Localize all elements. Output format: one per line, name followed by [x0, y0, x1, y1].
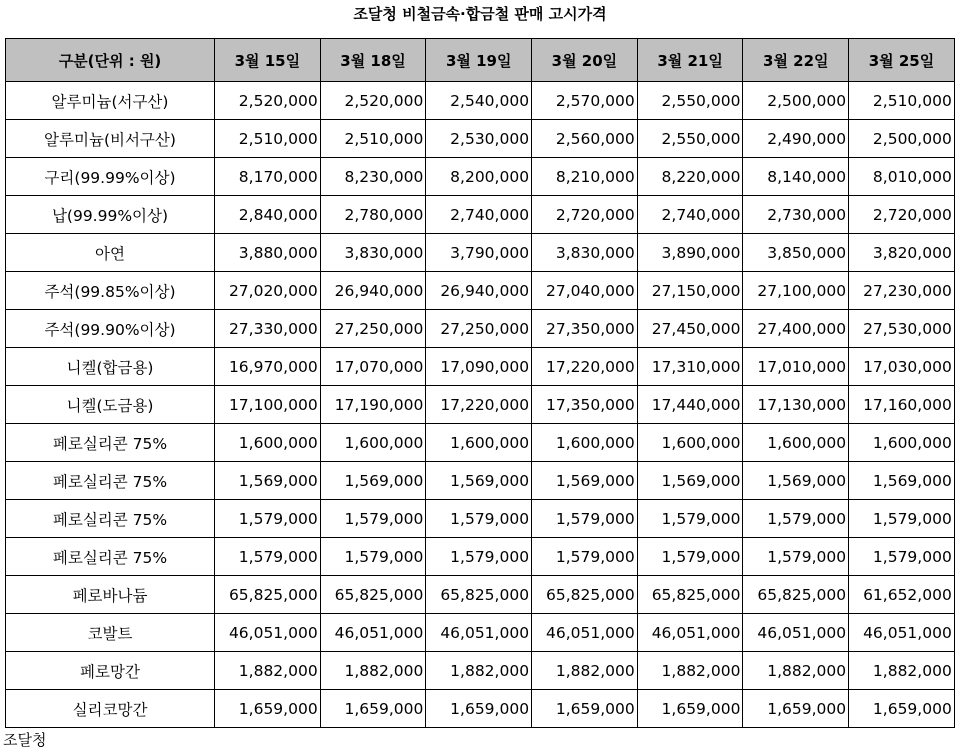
header-date: 3월 15일 — [215, 39, 321, 82]
price-cell: 27,250,000 — [320, 310, 426, 348]
price-cell: 2,840,000 — [215, 196, 321, 234]
price-cell: 17,010,000 — [743, 348, 849, 386]
header-date: 3월 19일 — [426, 39, 532, 82]
table-row — [6, 462, 955, 500]
price-cell: 1,579,000 — [320, 500, 426, 538]
price-cell: 2,550,000 — [637, 120, 743, 158]
price-cell: 1,569,000 — [215, 462, 321, 500]
price-cell: 1,569,000 — [637, 462, 743, 500]
price-cell: 2,780,000 — [320, 196, 426, 234]
price-cell: 1,882,000 — [426, 652, 532, 690]
price-cell: 2,560,000 — [532, 120, 638, 158]
price-cell: 1,569,000 — [320, 462, 426, 500]
row-item-label: 주석(99.85%이상) — [6, 272, 215, 310]
header-category: 구분(단위 : 원) — [6, 39, 215, 82]
price-table — [5, 38, 955, 728]
price-cell: 1,600,000 — [849, 424, 955, 462]
price-cell: 2,490,000 — [743, 120, 849, 158]
price-cell: 2,520,000 — [215, 82, 321, 120]
price-cell: 27,400,000 — [743, 310, 849, 348]
table-row — [6, 500, 955, 538]
price-cell: 2,570,000 — [532, 82, 638, 120]
price-cell: 46,051,000 — [426, 614, 532, 652]
row-item-label: 페로바나듐 — [6, 576, 215, 614]
price-cell: 17,220,000 — [426, 386, 532, 424]
table-title: 조달청 비철금속·합금철 판매 고시가격 — [353, 5, 607, 23]
price-cell: 27,020,000 — [215, 272, 321, 310]
price-cell: 1,600,000 — [215, 424, 321, 462]
price-cell: 1,659,000 — [215, 690, 321, 728]
table-row — [6, 272, 955, 310]
price-cell: 3,890,000 — [637, 234, 743, 272]
price-cell: 27,530,000 — [849, 310, 955, 348]
row-item-label: 주석(99.90%이상) — [6, 310, 215, 348]
header-date: 3월 21일 — [637, 39, 743, 82]
row-item-label: 페로실리콘 75% — [6, 500, 215, 538]
price-cell: 1,882,000 — [637, 652, 743, 690]
row-item-label: 아연 — [6, 234, 215, 272]
price-cell: 1,579,000 — [743, 538, 849, 576]
row-item-label: 페로실리콘 75% — [6, 424, 215, 462]
price-cell: 17,130,000 — [743, 386, 849, 424]
price-cell: 1,579,000 — [849, 538, 955, 576]
price-cell: 1,882,000 — [743, 652, 849, 690]
table-row — [6, 82, 955, 120]
price-cell: 46,051,000 — [849, 614, 955, 652]
row-item-label: 알루미늄(비서구산) — [6, 120, 215, 158]
price-cell: 27,230,000 — [849, 272, 955, 310]
price-cell: 1,600,000 — [743, 424, 849, 462]
header-row — [6, 39, 955, 82]
row-item-label: 페로실리콘 75% — [6, 462, 215, 500]
price-cell: 65,825,000 — [743, 576, 849, 614]
price-cell: 1,569,000 — [743, 462, 849, 500]
price-cell: 2,510,000 — [320, 120, 426, 158]
price-cell: 2,720,000 — [532, 196, 638, 234]
row-item-label: 페로망간 — [6, 652, 215, 690]
price-cell: 2,740,000 — [637, 196, 743, 234]
price-cell: 8,170,000 — [215, 158, 321, 196]
price-cell: 1,659,000 — [849, 690, 955, 728]
price-cell: 1,579,000 — [215, 538, 321, 576]
price-cell: 27,350,000 — [532, 310, 638, 348]
price-cell: 2,520,000 — [320, 82, 426, 120]
table-row — [6, 158, 955, 196]
price-cell: 27,100,000 — [743, 272, 849, 310]
price-cell: 1,600,000 — [532, 424, 638, 462]
price-cell: 1,659,000 — [637, 690, 743, 728]
price-cell: 3,830,000 — [532, 234, 638, 272]
price-cell: 1,579,000 — [532, 500, 638, 538]
table-row — [6, 196, 955, 234]
header-date: 3월 22일 — [743, 39, 849, 82]
price-cell: 1,882,000 — [532, 652, 638, 690]
price-cell: 17,070,000 — [320, 348, 426, 386]
price-cell: 17,440,000 — [637, 386, 743, 424]
price-cell: 3,850,000 — [743, 234, 849, 272]
price-cell: 17,090,000 — [426, 348, 532, 386]
price-cell: 65,825,000 — [532, 576, 638, 614]
price-cell: 2,510,000 — [849, 82, 955, 120]
price-cell: 1,579,000 — [637, 538, 743, 576]
price-cell: 65,825,000 — [426, 576, 532, 614]
price-cell: 3,830,000 — [320, 234, 426, 272]
price-cell: 1,579,000 — [637, 500, 743, 538]
price-cell: 2,540,000 — [426, 82, 532, 120]
row-item-label: 납(99.99%이상) — [6, 196, 215, 234]
row-item-label: 실리코망간 — [6, 690, 215, 728]
price-cell: 3,790,000 — [426, 234, 532, 272]
price-cell: 8,010,000 — [849, 158, 955, 196]
price-cell: 1,579,000 — [215, 500, 321, 538]
price-cell: 17,310,000 — [637, 348, 743, 386]
price-cell: 1,659,000 — [532, 690, 638, 728]
price-cell: 8,210,000 — [532, 158, 638, 196]
price-cell: 1,600,000 — [426, 424, 532, 462]
price-cell: 8,140,000 — [743, 158, 849, 196]
price-cell: 17,220,000 — [532, 348, 638, 386]
row-item-label: 코발트 — [6, 614, 215, 652]
price-cell: 8,230,000 — [320, 158, 426, 196]
price-cell: 1,882,000 — [215, 652, 321, 690]
price-cell: 1,600,000 — [320, 424, 426, 462]
price-cell: 46,051,000 — [743, 614, 849, 652]
price-cell: 1,569,000 — [849, 462, 955, 500]
row-item-label: 페로실리콘 75% — [6, 538, 215, 576]
price-cell: 17,030,000 — [849, 348, 955, 386]
price-cell: 65,825,000 — [320, 576, 426, 614]
price-cell: 1,579,000 — [532, 538, 638, 576]
table-row — [6, 386, 955, 424]
price-cell: 46,051,000 — [320, 614, 426, 652]
source-credit: 조달청 — [3, 731, 47, 749]
row-item-label: 니켈(도금용) — [6, 386, 215, 424]
table-row — [6, 348, 955, 386]
price-cell: 1,579,000 — [426, 500, 532, 538]
price-cell: 1,882,000 — [320, 652, 426, 690]
price-cell: 17,350,000 — [532, 386, 638, 424]
table-row — [6, 234, 955, 272]
price-cell: 27,150,000 — [637, 272, 743, 310]
price-cell: 1,569,000 — [426, 462, 532, 500]
table-row — [6, 690, 955, 728]
price-cell: 65,825,000 — [637, 576, 743, 614]
header-date: 3월 20일 — [532, 39, 638, 82]
price-cell: 27,250,000 — [426, 310, 532, 348]
price-cell: 61,652,000 — [849, 576, 955, 614]
table-row — [6, 576, 955, 614]
price-cell: 17,190,000 — [320, 386, 426, 424]
price-cell: 46,051,000 — [532, 614, 638, 652]
price-cell: 1,569,000 — [532, 462, 638, 500]
price-cell: 2,530,000 — [426, 120, 532, 158]
row-item-label: 니켈(합금용) — [6, 348, 215, 386]
price-cell: 2,550,000 — [637, 82, 743, 120]
price-cell: 1,882,000 — [849, 652, 955, 690]
price-cell: 1,659,000 — [426, 690, 532, 728]
price-cell: 2,500,000 — [849, 120, 955, 158]
header-date: 3월 25일 — [849, 39, 955, 82]
price-cell: 17,160,000 — [849, 386, 955, 424]
price-cell: 1,579,000 — [743, 500, 849, 538]
row-item-label: 알루미늄(서구산) — [6, 82, 215, 120]
price-cell: 2,740,000 — [426, 196, 532, 234]
price-cell: 1,579,000 — [849, 500, 955, 538]
price-cell: 27,450,000 — [637, 310, 743, 348]
table-row — [6, 424, 955, 462]
price-cell: 3,880,000 — [215, 234, 321, 272]
table-row — [6, 538, 955, 576]
row-item-label: 구리(99.99%이상) — [6, 158, 215, 196]
table-row — [6, 120, 955, 158]
table-row — [6, 614, 955, 652]
price-cell: 1,659,000 — [320, 690, 426, 728]
price-cell: 26,940,000 — [320, 272, 426, 310]
table-row — [6, 652, 955, 690]
price-cell: 27,330,000 — [215, 310, 321, 348]
price-cell: 3,820,000 — [849, 234, 955, 272]
price-cell: 16,970,000 — [215, 348, 321, 386]
price-cell: 2,720,000 — [849, 196, 955, 234]
price-cell: 17,100,000 — [215, 386, 321, 424]
price-cell: 2,510,000 — [215, 120, 321, 158]
price-cell: 8,200,000 — [426, 158, 532, 196]
price-cell: 8,220,000 — [637, 158, 743, 196]
price-cell: 27,040,000 — [532, 272, 638, 310]
price-cell: 26,940,000 — [426, 272, 532, 310]
price-cell: 1,579,000 — [320, 538, 426, 576]
price-cell: 2,730,000 — [743, 196, 849, 234]
price-cell: 1,579,000 — [426, 538, 532, 576]
price-cell: 2,500,000 — [743, 82, 849, 120]
price-cell: 46,051,000 — [637, 614, 743, 652]
price-cell: 1,600,000 — [637, 424, 743, 462]
price-cell: 1,659,000 — [743, 690, 849, 728]
table-row — [6, 310, 955, 348]
price-cell: 65,825,000 — [215, 576, 321, 614]
price-cell: 46,051,000 — [215, 614, 321, 652]
header-date: 3월 18일 — [320, 39, 426, 82]
